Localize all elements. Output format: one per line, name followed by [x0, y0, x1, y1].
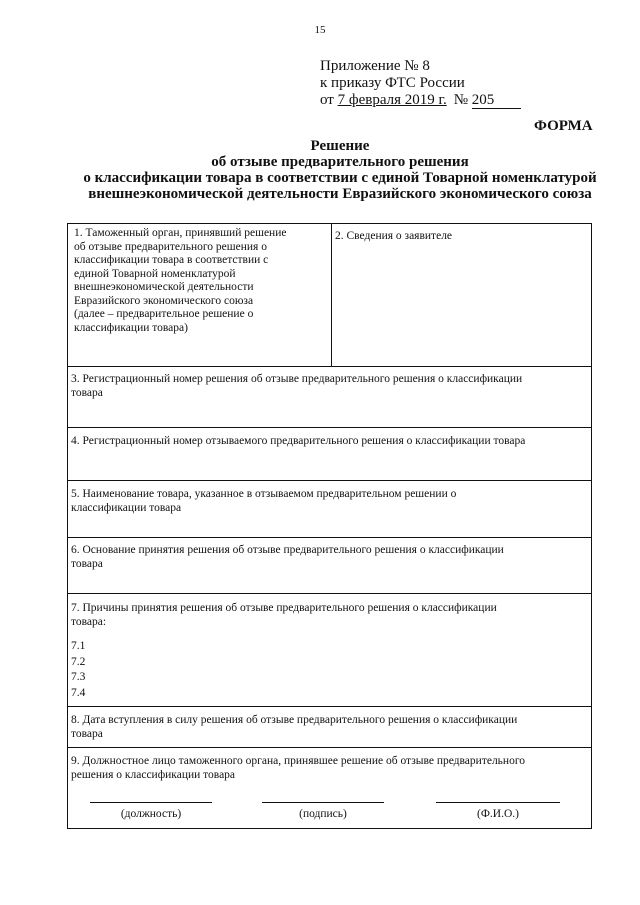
signature-label: (подпись)	[299, 808, 347, 820]
title-line-1: Решение	[310, 138, 370, 154]
title-line-2: об отзыве предварительного решения	[211, 154, 469, 170]
column-divider	[331, 224, 332, 366]
number-prefix: №	[453, 92, 469, 108]
row-divider	[68, 747, 591, 748]
row-divider	[68, 593, 591, 594]
order-number: 205	[472, 93, 521, 109]
appendix-date-line	[320, 92, 521, 109]
row-divider	[68, 480, 591, 481]
field-7-items	[71, 639, 85, 701]
field-5-product-name: 5. Наименование товара, указанное в отзываемом предварительном решении о классификации товара	[71, 488, 457, 514]
page-number: 15	[314, 24, 326, 36]
title-line-3: о классификации товара в соответствии с единой Товарной номенклатурой	[83, 170, 597, 186]
list-item: 7.4	[71, 686, 86, 699]
position-signature-line	[90, 802, 212, 803]
field-8-effective-date: 8. Дата вступления в силу решения об отзыве предварительного решения о классификации товара	[71, 714, 518, 740]
form-label: ФОРМА	[534, 118, 593, 134]
row-divider	[68, 706, 591, 707]
field-3-revocation-number: 3. Регистрационный номер решения об отзыве предварительного решения о классификации товара	[71, 373, 523, 399]
field-2-applicant: 2. Сведения о заявителе	[335, 230, 453, 242]
field-6-basis: 6. Основание принятия решения об отзыве предварительного решения о классификации товара	[71, 544, 504, 570]
field-1-customs-authority: 1. Таможенный орган, принявший решение об отзыве предварительного решения о классификации товара в соответствии с единой Товарной номенклатурой внешнеэкономической деятельности Евразийского экономического союза (далее – предварительное решение о классификации товара)	[74, 227, 287, 334]
full-name-label: (Ф.И.О.)	[477, 808, 519, 820]
name-signature-line	[436, 802, 560, 803]
document-title	[0, 138, 640, 202]
row-divider	[68, 427, 591, 428]
field-9-official: 9. Должностное лицо таможенного органа, принявшее решение об отзыве предварительного решения о классификации товара	[71, 755, 526, 781]
field-4-revoked-decision-number: 4. Регистрационный номер отзываемого предварительного решения о классификации товара	[71, 435, 526, 447]
row-divider	[68, 366, 591, 367]
field-7-reasons: 7. Причины принятия решения об отзыве предварительного решения о классификации товара:	[71, 602, 497, 628]
order-date: 7 февраля 2019 г.	[337, 92, 447, 108]
list-item: 7.1	[71, 640, 86, 652]
list-item: 7.3	[71, 671, 86, 683]
title-line-4: внешнеэкономической деятельности Евразийского экономического союза	[88, 186, 592, 202]
appendix-title: Приложение № 8	[320, 58, 430, 74]
position-label: (должность)	[120, 808, 182, 820]
appendix-order: к приказу ФТС России	[320, 75, 465, 91]
date-prefix: от	[320, 92, 334, 108]
form-table	[67, 223, 592, 829]
appendix-header	[320, 58, 521, 109]
row-divider	[68, 537, 591, 538]
list-item: 7.2	[71, 655, 86, 668]
signature-line	[262, 802, 384, 803]
